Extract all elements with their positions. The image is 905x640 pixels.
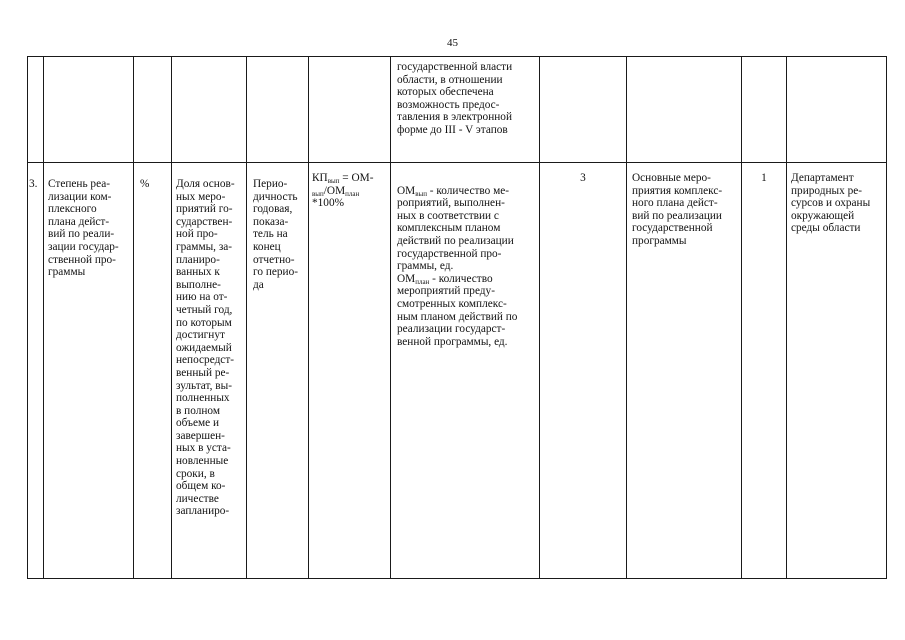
code-value: 1 <box>761 172 767 184</box>
var2-text: - количество мероприятий преду- смотренных комплекс- ным планом действий по реализации государст- венной программы, ед. <box>397 272 518 348</box>
col-line <box>308 56 309 579</box>
col-line <box>27 56 28 579</box>
col-line <box>539 56 540 579</box>
col-line <box>43 56 44 579</box>
formula-slash: /ОМ <box>323 184 346 197</box>
col-line <box>786 56 787 579</box>
col-line <box>246 56 247 579</box>
formula-eq: = ОМ- <box>339 172 374 184</box>
continuation-description: государственной власти области, в отношении которых обеспечена возможность предос- тавления в электронной форме до III - V этапов <box>397 61 513 136</box>
var1-text: - количество ме- роприятий, выполнен- ных в соответствии с комплексным планом действий по реализации государственной про- граммы, ед. <box>397 184 514 273</box>
var1-name: ОМ <box>397 184 416 197</box>
formula-kp: КП <box>312 172 328 184</box>
col-line <box>626 56 627 579</box>
page-number: 45 <box>447 37 458 49</box>
var2-sub: план <box>415 277 430 286</box>
data-source: Основные меро- приятия комплекс- ного плана дейст- вий по реализации государственной программы <box>632 172 723 247</box>
col-line <box>171 56 172 579</box>
unit-of-measure: % <box>140 178 150 190</box>
col-line <box>133 56 134 579</box>
formula-mult: *100% <box>312 197 345 210</box>
row-number: 3. <box>29 178 38 190</box>
responsible-body: Департамент природных ре- сурсов и охраны окружающей среды области <box>791 172 871 235</box>
row-divider <box>27 162 887 163</box>
table-top-border <box>27 56 887 57</box>
formula-om-sub2: план <box>345 189 360 198</box>
table-bottom-border <box>27 578 887 579</box>
indicator-name: Степень реа- лизации ком- плексного плана дейст- вий по реали- зации государ- ственной про- граммы <box>48 178 119 279</box>
var1-sub: вып <box>415 189 427 198</box>
formula-om-sub1: вып <box>312 189 324 198</box>
col-line <box>390 56 391 579</box>
formula-kp-sub: вып <box>327 177 340 185</box>
periodicity: Перио- дичность годовая, показа- тель на конец отчетно- го перио- да <box>253 178 298 291</box>
var2-name: ОМ <box>397 272 416 285</box>
method-code: 3 <box>580 172 586 184</box>
indicator-definition: Доля основ- ных меро- приятий го- сударствен- ной про- граммы, за- планиро- ванных к выполне- нию на от- четный год, по которым достигнут ожидаемый непосредст- венный ре- зультат, вы- полненных в полном объеме и завершен- ных в уста- новленные сроки, в общем ко- личестве запланиро- <box>176 178 235 518</box>
formula-variables <box>397 172 539 348</box>
col-line <box>741 56 742 579</box>
formula <box>312 172 389 210</box>
col-line <box>886 56 887 579</box>
